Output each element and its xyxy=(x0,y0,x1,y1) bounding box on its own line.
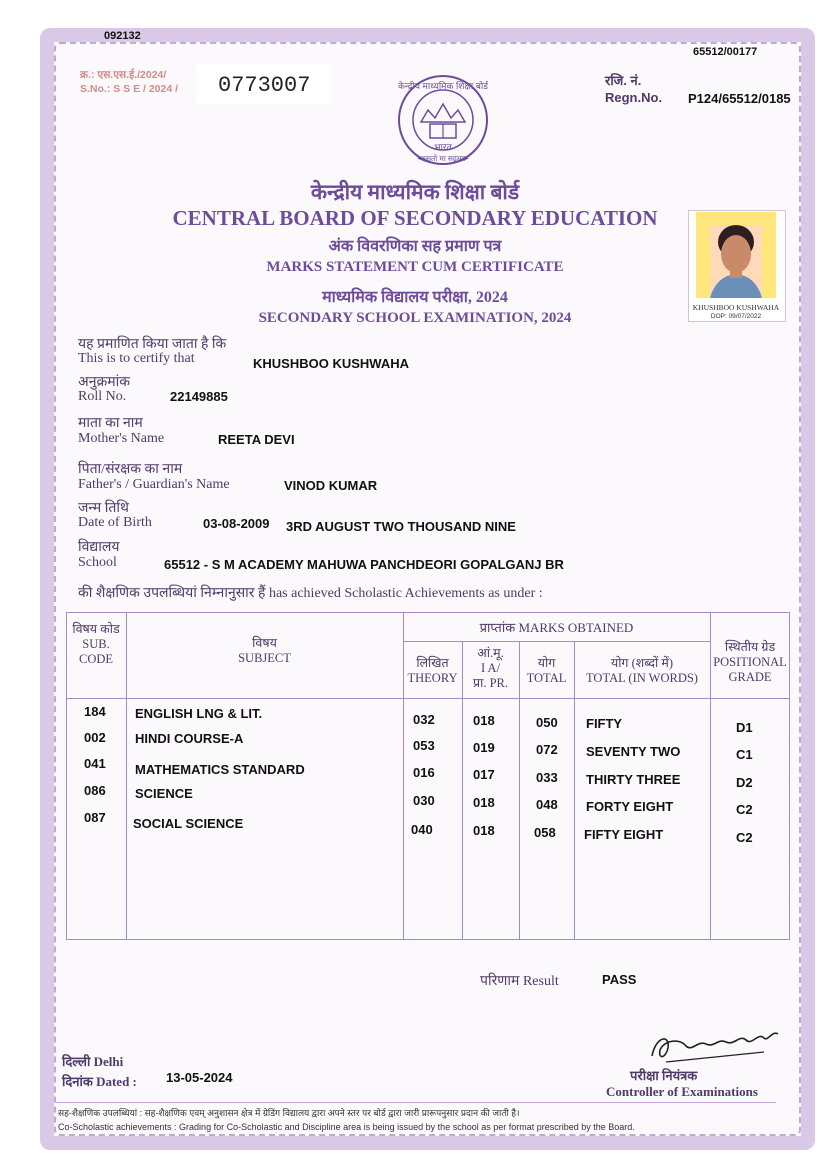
row-theory: 030 xyxy=(413,793,435,808)
serial-label-hi: क्र.: एस.एस.ई./2024/ xyxy=(80,69,167,81)
row-grade: C2 xyxy=(736,802,753,817)
row-ia: 018 xyxy=(473,795,495,810)
controller-signature xyxy=(646,1022,786,1068)
col-marks-hi: प्राप्तांक xyxy=(479,620,516,635)
dob-label-hi: जन्म तिथि xyxy=(78,501,129,516)
achievements-hi: की शैक्षणिक उपलब्धियां निम्नानुसार हैं xyxy=(78,586,266,601)
table-header-divider xyxy=(66,698,790,699)
roll-label-hi: अनुक्रमांक xyxy=(78,375,130,390)
col-words-hi: योग (शब्दों में) xyxy=(610,656,674,670)
row-subject: SCIENCE xyxy=(135,786,193,801)
dob-value: 03-08-2009 xyxy=(203,516,270,531)
row-theory: 016 xyxy=(413,765,435,780)
emblem-text-top: केन्द्रीय माध्यमिक शिक्षा बोर्ड xyxy=(398,81,488,91)
col-ia-en1: I A/ xyxy=(480,661,501,675)
col-theory-header xyxy=(403,656,462,686)
school-label-en: School xyxy=(78,555,117,570)
row-total: 033 xyxy=(536,770,558,785)
serial-number: 0773007 xyxy=(218,73,311,98)
col-code-en2: CODE xyxy=(78,652,114,666)
result-value: PASS xyxy=(602,972,637,987)
serial-label-en: S.No.: S S E / 2024 / xyxy=(80,83,179,95)
row-code: 041 xyxy=(84,756,106,771)
col-marks-en: MARKS OBTAINED xyxy=(518,620,634,635)
footer-divider xyxy=(56,1102,776,1103)
regn-label-hi: रजि. नं. xyxy=(605,73,642,88)
regn-label xyxy=(605,72,662,106)
row-theory: 032 xyxy=(413,712,435,727)
row-grade: C1 xyxy=(736,747,753,762)
row-subject: ENGLISH LNG & LIT. xyxy=(135,706,263,721)
father-label-en: Father's / Guardian's Name xyxy=(78,477,230,492)
roll-label-en: Roll No. xyxy=(78,389,127,404)
certify-label-en: This is to certify that xyxy=(78,351,195,366)
marks-obtained-divider xyxy=(403,641,710,642)
result-label-en: Result xyxy=(522,974,559,989)
dated-value: 13-05-2024 xyxy=(166,1070,233,1085)
row-words: SEVENTY TWO xyxy=(586,744,681,759)
roll-number: 22149885 xyxy=(170,389,228,404)
mother-label-hi: माता का नाम xyxy=(78,416,143,431)
school-name: 65512 - S M ACADEMY MAHUWA PANCHDEORI GOPALGANJ BR xyxy=(164,557,564,572)
result-label-hi: परिणाम xyxy=(480,974,520,989)
col-grade-en2: GRADE xyxy=(728,670,772,684)
col-marks-header xyxy=(403,620,710,635)
row-total: 072 xyxy=(536,742,558,757)
col-code-en1: SUB. xyxy=(82,637,110,651)
col-code-header xyxy=(66,622,126,667)
col-grade-en1: POSITIONAL xyxy=(713,655,787,669)
col-total-header xyxy=(519,656,574,686)
footer-hi: सह-शैक्षणिक उपलब्धियां : सह-शैक्षणिक एवम् अनुशासन क्षेत्र में ग्रेडिंग विद्यालय द्वारा अपने स्तर पर बोर्ड द्वारा जारी प्रारूपनुसार प्रदान की जाती है। xyxy=(58,1108,520,1118)
certify-label-hi: यह प्रमाणित किया जाता है कि xyxy=(78,337,227,352)
col-subject-hi: विषय xyxy=(252,636,277,650)
photo-name: KHUSHBOO KUSHWAHA xyxy=(692,303,780,312)
col-theory-hi: लिखित xyxy=(416,656,449,670)
row-ia: 017 xyxy=(473,767,495,782)
col-ia-header xyxy=(462,646,519,691)
col-words-en: TOTAL (IN WORDS) xyxy=(586,671,698,685)
col-code-hi: विषय कोड xyxy=(72,622,120,636)
top-right-code: 65512/00177 xyxy=(693,46,758,58)
board-name-hi: केन्द्रीय माध्यमिक शिक्षा बोर्ड xyxy=(310,180,520,204)
row-code: 184 xyxy=(84,704,106,719)
row-grade: D2 xyxy=(736,775,753,790)
place xyxy=(62,1052,123,1070)
row-ia: 018 xyxy=(473,823,495,838)
footer-en: Co-Scholastic achievements : Grading for Co-Scholastic and Discipline area is being issued by the school as per format prescribed by the Board. xyxy=(58,1122,635,1132)
candidate-photo xyxy=(696,212,776,298)
mother-label-en: Mother's Name xyxy=(78,431,165,446)
row-subject: HINDI COURSE-A xyxy=(135,731,244,746)
regn-number: P124/65512/0185 xyxy=(688,91,791,106)
emblem-text-bottom: भारत xyxy=(434,142,452,152)
row-code: 086 xyxy=(84,783,106,798)
achievements-line xyxy=(78,583,543,602)
achievements-en: has achieved Scholastic Achievements as under : xyxy=(268,586,543,601)
row-theory: 053 xyxy=(413,738,435,753)
father-label-hi: पिता/संरक्षक का नाम xyxy=(78,462,183,477)
dated-label xyxy=(62,1072,137,1090)
row-words: FIFTY xyxy=(586,716,623,731)
col-words-header xyxy=(574,656,710,686)
row-grade: C2 xyxy=(736,830,753,845)
result-label xyxy=(480,971,559,990)
top-left-code: 092132 xyxy=(104,30,141,42)
row-code: 087 xyxy=(84,810,106,825)
exam-title-en: SECONDARY SCHOOL EXAMINATION, 2024 xyxy=(258,310,572,326)
statement-title-hi: अंक विवरणिका सह प्रमाण पत्र xyxy=(328,238,502,255)
row-subject: SOCIAL SCIENCE xyxy=(133,816,244,831)
mother-name: REETA DEVI xyxy=(218,432,295,447)
dob-label-en: Date of Birth xyxy=(78,515,152,530)
row-total: 058 xyxy=(534,825,556,840)
col-grade-header xyxy=(710,640,790,685)
photo-dop: DOP: 09/07/2022 xyxy=(710,313,762,320)
row-grade: D1 xyxy=(736,720,753,735)
col-theory-en: THEORY xyxy=(407,671,458,685)
col-subject-en: SUBJECT xyxy=(238,651,291,665)
dated-label-hi: दिनांक xyxy=(62,1074,93,1089)
row-code: 002 xyxy=(84,730,106,745)
serial-label xyxy=(80,68,178,96)
dated-label-en: Dated : xyxy=(96,1074,137,1089)
place-hi: दिल्ली xyxy=(62,1054,91,1069)
row-words: FORTY EIGHT xyxy=(586,799,674,814)
col-total-hi: योग xyxy=(537,656,556,670)
statement-title-en: MARKS STATEMENT CUM CERTIFICATE xyxy=(266,259,564,275)
row-total: 050 xyxy=(536,715,558,730)
regn-label-en: Regn.No. xyxy=(605,90,663,105)
col-grade-hi: स्थितीय ग्रेड xyxy=(724,640,776,654)
place-en: Delhi xyxy=(93,1054,124,1069)
father-name: VINOD KUMAR xyxy=(284,478,378,493)
board-name-en: CENTRAL BOARD OF SECONDARY EDUCATION xyxy=(172,206,658,230)
col-total-en: TOTAL xyxy=(526,671,567,685)
row-ia: 019 xyxy=(473,740,495,755)
col-ia-hi: आं.मू. xyxy=(477,646,504,660)
dob-words: 3RD AUGUST TWO THOUSAND NINE xyxy=(286,519,516,534)
row-subject: MATHEMATICS STANDARD xyxy=(135,762,305,777)
col-subject-header xyxy=(126,636,403,666)
row-total: 048 xyxy=(536,797,558,812)
emblem-motto: असतो मा सद्गमय xyxy=(420,154,466,163)
controller-hi: परीक्षा नियंत्रक xyxy=(630,1068,698,1083)
row-words: THIRTY THREE xyxy=(586,772,681,787)
controller-en: Controller of Examinations xyxy=(606,1084,758,1099)
exam-title-hi: माध्यमिक विद्यालय परीक्षा, 2024 xyxy=(322,289,508,306)
row-words: FIFTY EIGHT xyxy=(584,827,664,842)
row-ia: 018 xyxy=(473,713,495,728)
col-ia-en2: प्रा. PR. xyxy=(472,676,508,690)
school-label-hi: विद्यालय xyxy=(78,540,120,555)
row-theory: 040 xyxy=(411,822,433,837)
candidate-name: KHUSHBOO KUSHWAHA xyxy=(253,356,409,371)
